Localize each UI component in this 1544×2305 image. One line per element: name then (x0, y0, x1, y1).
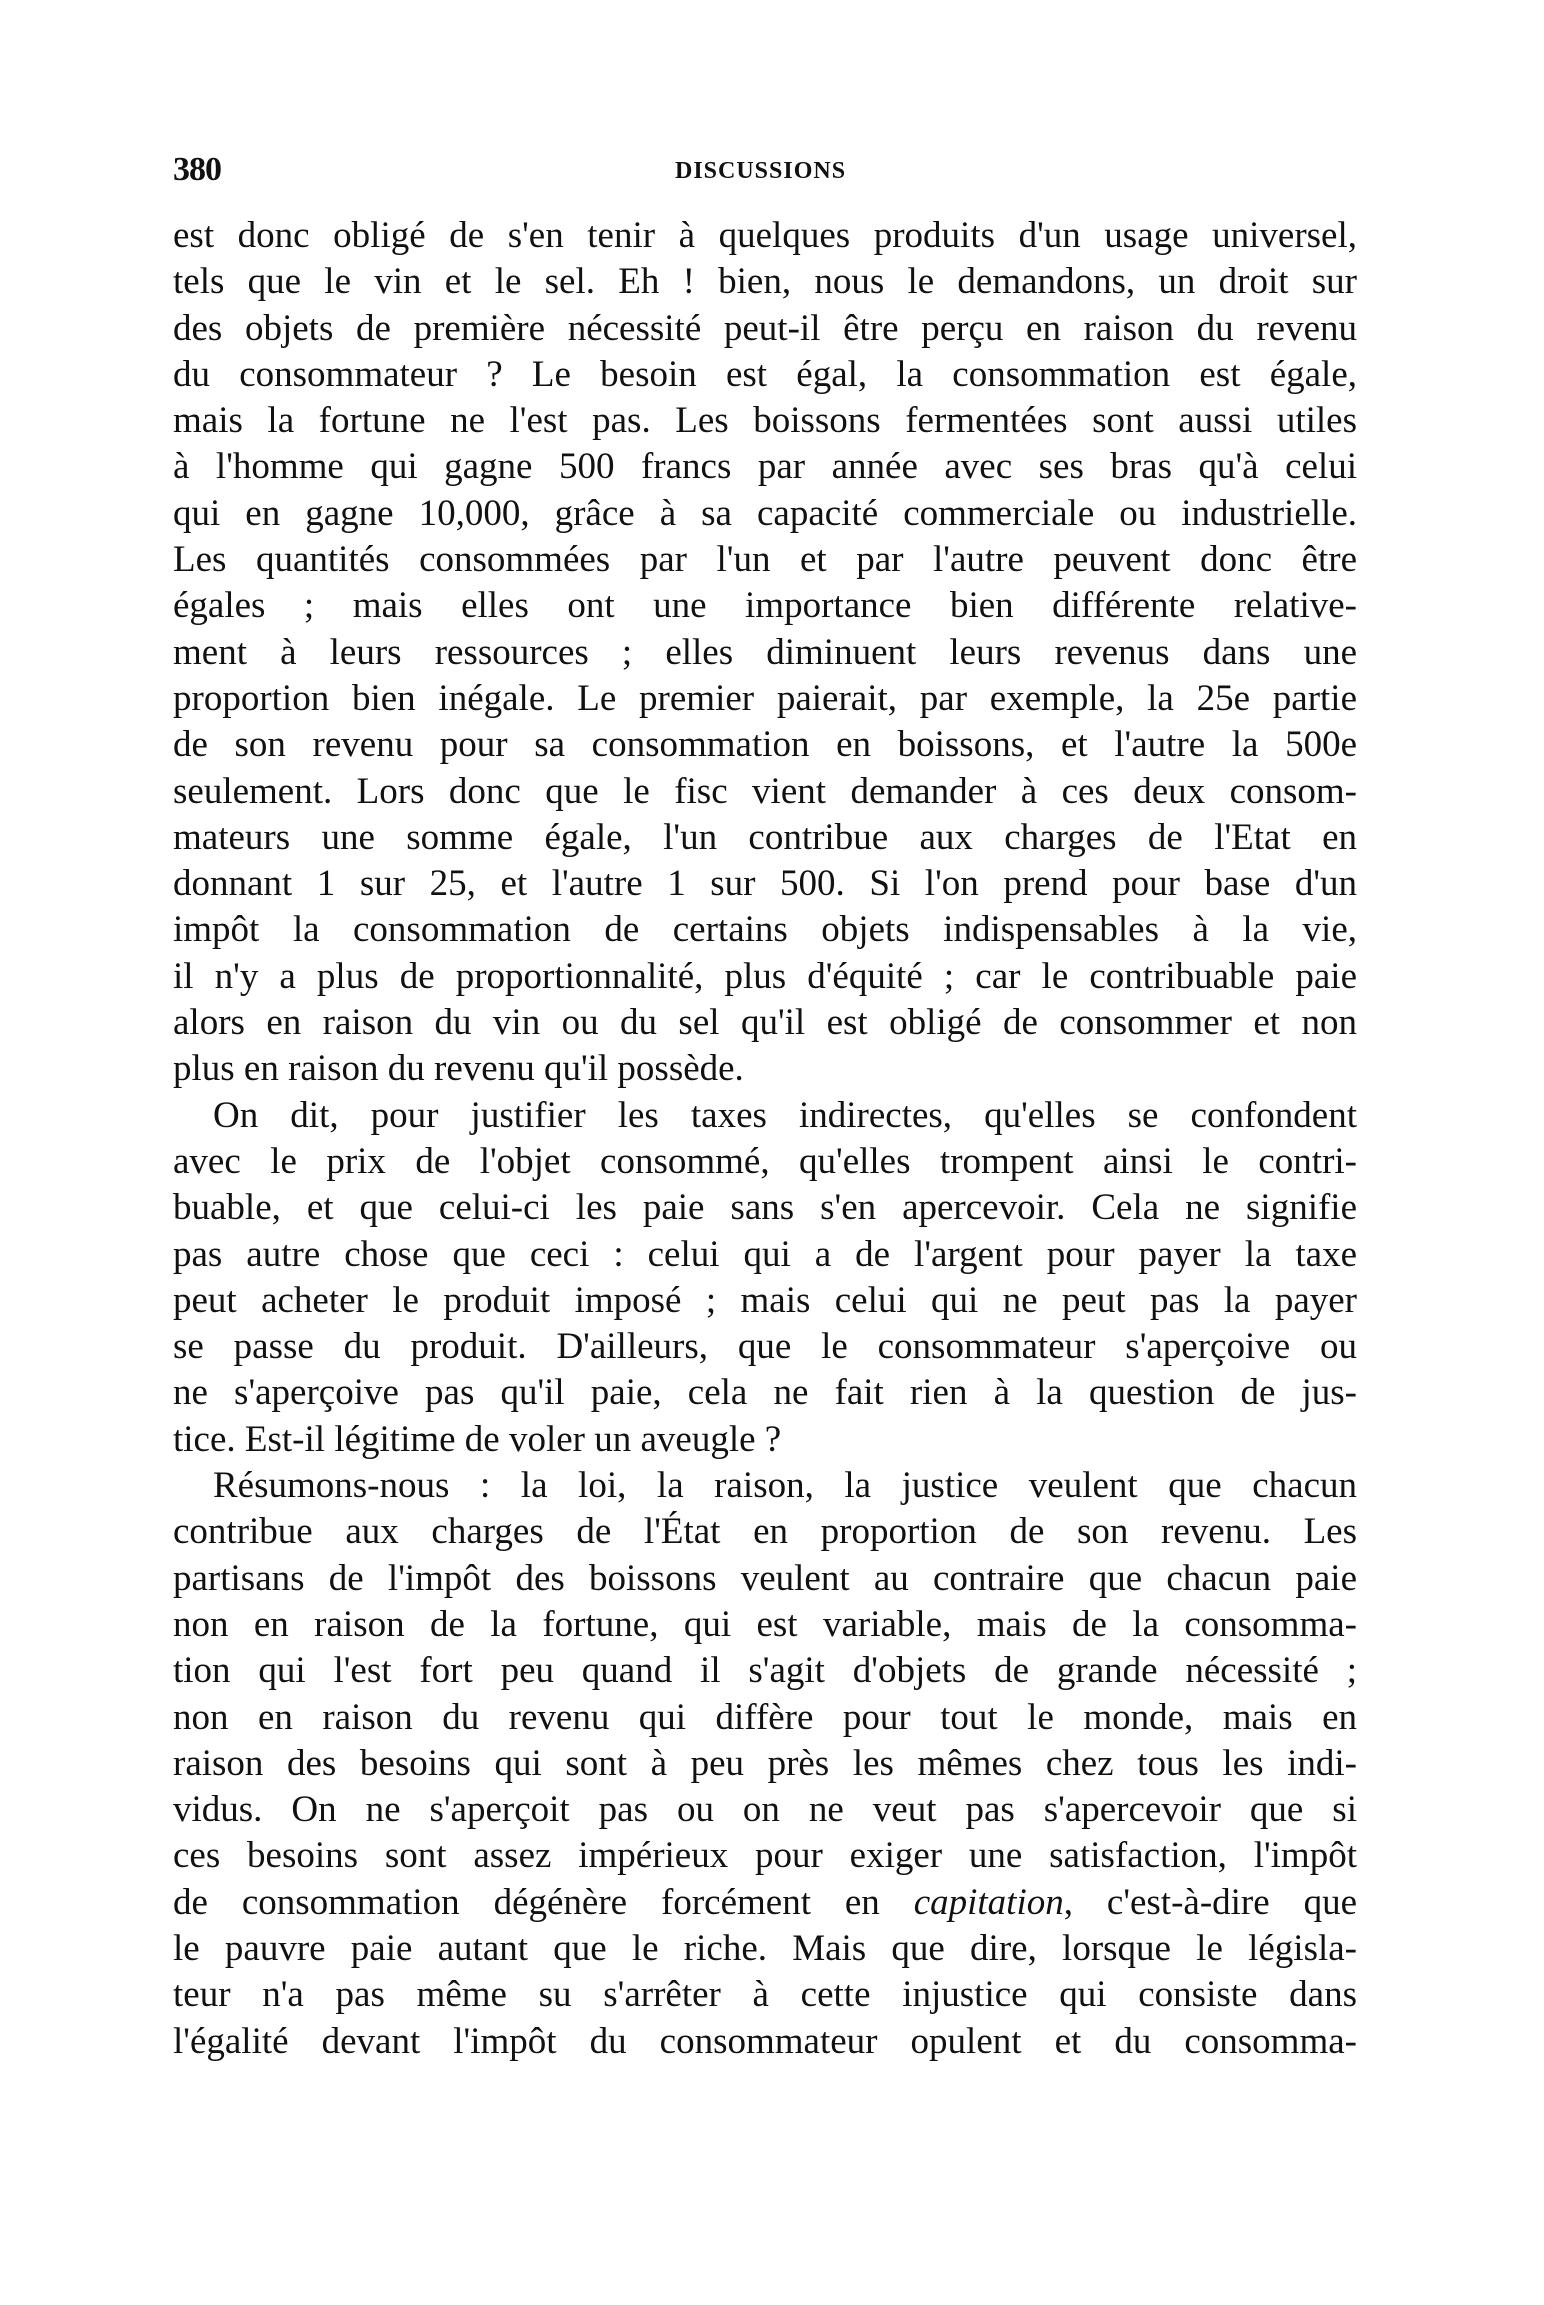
text-line: buable, et que celui-ci les paie sans s'en apercevoir. Cela ne signifie (173, 1187, 1357, 1229)
text-line: mateurs une somme égale, l'un contribue aux charges de l'Etat en (173, 816, 1357, 858)
paragraph-2 (173, 1093, 1357, 1463)
running-title: DISCUSSIONS (675, 158, 847, 184)
text-line: qui en gagne 10,000, grâce à sa capacité commerciale ou industrielle. (173, 492, 1357, 534)
text-run: de consommation dégénère forcément en (173, 1881, 914, 1923)
body-text (173, 213, 1357, 2065)
text-line: non en raison du revenu qui diffère pour tout le monde, mais en (173, 1696, 1357, 1738)
text-line: du consommateur ? Le besoin est égal, la consommation est égale, (173, 353, 1357, 395)
text-line: tels que le vin et le sel. Eh ! bien, nous le demandons, un droit sur (173, 261, 1357, 303)
text-line: non en raison de la fortune, qui est variable, mais de la consomma- (173, 1603, 1357, 1645)
page-number: 380 (173, 151, 221, 188)
text-line: tice. Est-il légitime de voler un aveugle ? (173, 1418, 782, 1460)
text-line: proportion bien inégale. Le premier paierait, par exemple, la 25e partie (173, 677, 1357, 719)
text-line: impôt la consommation de certains objets indispensables à la vie, (173, 909, 1357, 951)
text-line: ne s'aperçoive pas qu'il paie, cela ne fait rien à la question de jus- (173, 1372, 1357, 1414)
text-line: l'égalité devant l'impôt du consommateur opulent et du consomma- (173, 2020, 1357, 2062)
text-line: ces besoins sont assez impérieux pour exiger une satisfaction, l'impôt (173, 1835, 1357, 1877)
text-line: teur n'a pas même su s'arrêter à cette injustice qui consiste dans (173, 1974, 1357, 2016)
text-run: , c'est-à-dire que (1063, 1881, 1358, 1923)
text-line: On dit, pour justifier les taxes indirectes, qu'elles se confondent (213, 1094, 1357, 1136)
text-line: partisans de l'impôt des boissons veulent au contraire que chacun paie (173, 1557, 1357, 1599)
text-line: le pauvre paie autant que le riche. Mais que dire, lorsque le législa- (173, 1927, 1357, 1969)
text-line: avec le prix de l'objet consommé, qu'elles trompent ainsi le contri- (173, 1140, 1357, 1182)
text-line: se passe du produit. D'ailleurs, que le consommateur s'aperçoive ou (173, 1326, 1357, 1368)
text-line: pas autre chose que ceci : celui qui a de l'argent pour payer la taxe (173, 1233, 1357, 1275)
text-line: contribue aux charges de l'État en proportion de son revenu. Les (173, 1511, 1357, 1553)
text-line: peut acheter le produit imposé ; mais celui qui ne peut pas la payer (173, 1279, 1357, 1321)
text-line: alors en raison du vin ou du sel qu'il est obligé de consommer et non (173, 1002, 1357, 1044)
text-line: des objets de première nécessité peut-il être perçu en raison du revenu (173, 307, 1357, 349)
text-line: il n'y a plus de proportionnalité, plus d'équité ; car le contribuable paie (173, 955, 1357, 997)
text-line: mais la fortune ne l'est pas. Les boissons fermentées sont aussi utiles (173, 400, 1357, 442)
text-line: vidus. On ne s'aperçoit pas ou on ne veut pas s'apercevoir que si (173, 1789, 1357, 1831)
text-line: seulement. Lors donc que le fisc vient demander à ces deux consom- (173, 770, 1357, 812)
text-line: raison des besoins qui sont à peu près les mêmes chez tous les indi- (173, 1742, 1357, 1784)
text-line: Résumons-nous : la loi, la raison, la justice veulent que chacun (213, 1465, 1357, 1507)
text-line: de son revenu pour sa consommation en boissons, et l'autre la 500e (173, 724, 1357, 766)
text-line: donnant 1 sur 25, et l'autre 1 sur 500. Si l'on prend pour base d'un (173, 863, 1357, 905)
text-line: tion qui l'est fort peu quand il s'agit d'objets de grande nécessité ; (173, 1650, 1357, 1692)
paragraph-1 (173, 213, 1357, 1093)
text-line: Les quantités consommées par l'un et par l'autre peuvent donc être (173, 539, 1357, 581)
text-line: à l'homme qui gagne 500 francs par année avec ses bras qu'à celui (173, 446, 1357, 488)
text-line: plus en raison du revenu qu'il possède. (173, 1048, 744, 1090)
running-head (173, 150, 1357, 190)
text-line: égales ; mais elles ont une importance bien différente relative- (173, 585, 1357, 627)
text-line-with-italic (173, 1880, 1357, 1926)
paragraph-3 (173, 1463, 1357, 2065)
italic-term: capitation (913, 1881, 1064, 1923)
text-line: est donc obligé de s'en tenir à quelques produits d'un usage universel, (173, 215, 1357, 256)
text-line: ment à leurs ressources ; elles diminuent leurs revenus dans une (173, 631, 1357, 673)
